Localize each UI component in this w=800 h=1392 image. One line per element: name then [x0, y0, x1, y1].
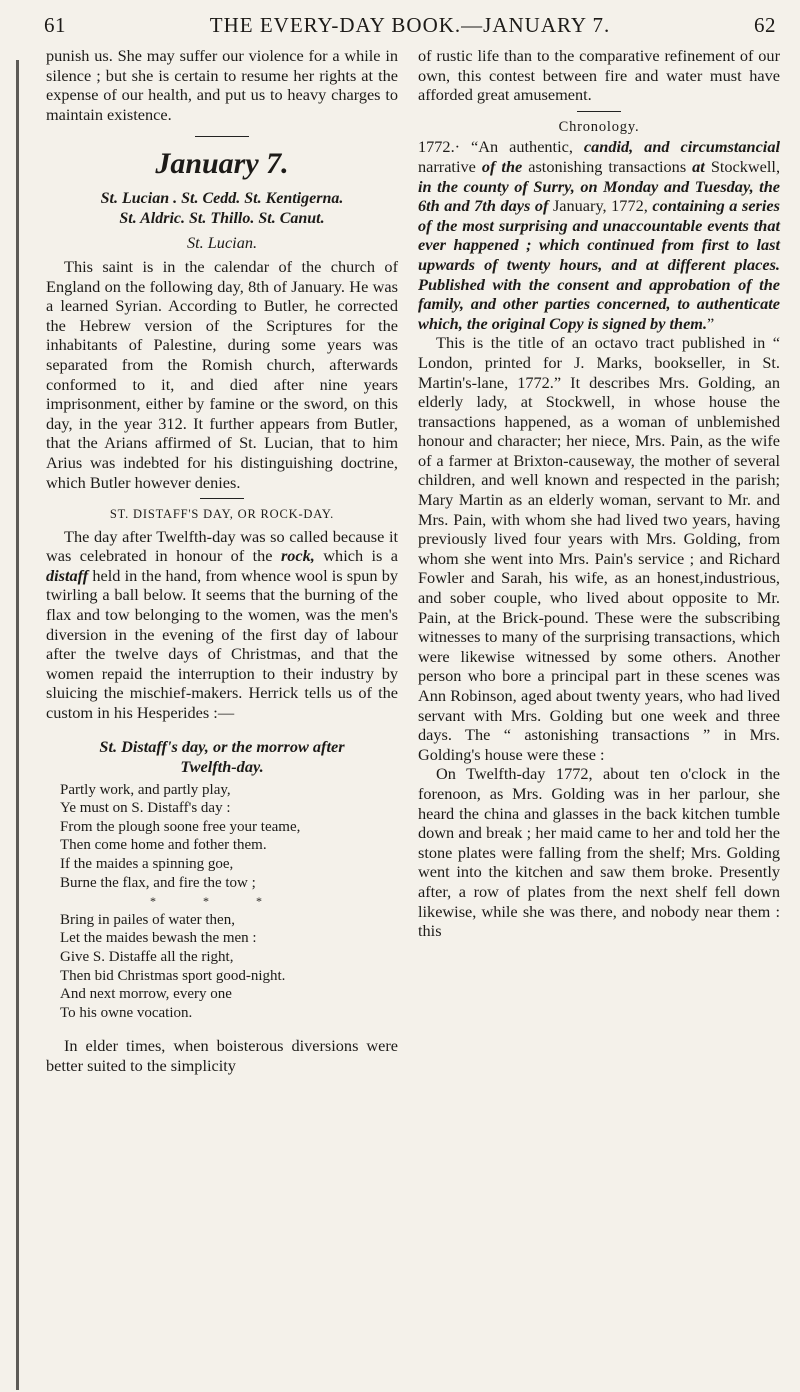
poem-line: Then bid Christmas sport good-night.	[60, 967, 286, 984]
poem-line: Give S. Distaffe all the right,	[60, 948, 234, 965]
lucian-heading: St. Lucian.	[186, 233, 258, 253]
poem-title	[46, 737, 398, 777]
chron-text: January, 1772,	[548, 196, 653, 216]
chron-text: narrative	[418, 156, 482, 176]
page-number-right: 62	[754, 12, 776, 37]
chron-text: astonishing transactions	[522, 156, 693, 176]
tract-paragraph: This is the title of an octavo tract published in “ London, printed for J. Marks, bookseller, in St. Martin's-lane, 1772.” It describes Mrs. Golding, an elderly lady, at Stockwell, in whose house the transactions happened, as a woman of unblemished honour and character; her niece, Mrs. Pain, as the wife of a farmer at Brixton-causeway, the mother of several children, and well known and respected in the parish; Mary Martin as an elderly woman, servant to Mr. and Mrs. Pain, with whom she had lived two years, having previously lived four years with Mrs. Golding, from whom she went into Mrs. Pain's service ; and Richard Fowler and Sarah, his wife, as an honest,industrious, and sober couple, who lived about opposite to Mr. Pain, at the Brick-pound. These were the subscribing witnesses to many of the surprising transactions, which were likewise witnessed by some others. Another person who bore a principal part in these scenes was Ann Robinson, aged about twenty years, who had lived servant with Mrs. Golding but one week and three days. The “ astonishing transactions ” in Mrs. Golding's house were these :	[418, 333, 780, 764]
poem-line: Bring in pailes of water then,	[60, 911, 235, 928]
distaff-text-3: held in the hand, from whence wool is spun by twirling a ball below. It seems that the burning of the flax and tow belonging to the women, was the men's diversion in the evening of the first day of labour after the twelve days of Christmas, and that the women repaid the interruption to their industry by sluicing the mischief-makers. Herrick tells us of the custom in his Hesperides :—	[46, 565, 398, 723]
twelfth-day-paragraph: On Twelfth-day 1772, about ten o'clock in the forenoon, as Mrs. Golding was in her parlour, she heard the china and glasses in the back kitchen tumble down and break ; her maid came to her and told her the stone plates were falling from the shelf; Mrs. Golding went into the kitchen and saw them broke. Presently after, a row of plates from the next shelf fell down likewise, while she was there, and nobody near them : this	[418, 764, 780, 941]
poem-title-line-1: St. Distaff's day, or the morrow after	[99, 736, 345, 756]
chron-italic: of the	[481, 156, 523, 176]
page-number-left: 61	[44, 12, 66, 37]
divider	[195, 136, 249, 137]
margin-rule	[16, 60, 19, 1390]
chron-italic: at	[692, 156, 705, 176]
poem-line: Then come home and fother them.	[60, 837, 267, 854]
divider	[200, 498, 244, 499]
chron-italic: candid, and circumstancial	[583, 137, 780, 157]
chron-text: Stockwell,	[704, 156, 781, 176]
distaff-paragraph	[46, 527, 398, 723]
poem-line: Let the maides bewash the men :	[60, 930, 257, 947]
poem-line: To his owne vocation.	[60, 1004, 193, 1021]
divider	[577, 111, 621, 112]
chronology-heading: Chronology.	[558, 118, 640, 135]
chron-italic: in the county of Surry, on Monday and Tuesday, the 6th and 7th days of	[418, 176, 780, 216]
chron-italic: containing a series of the most surprising and unaccountable events that ever happened ; which continued from first to last upwards of twenty hours, and at different places. Published with the consent and approbation of the family, and other parties concerned, to authenticate which, the original Copy is signed by them.	[418, 196, 780, 333]
distaff-word: distaff	[46, 565, 89, 585]
poem-line: Burne the flax, and fire the tow ;	[60, 874, 256, 891]
right-column	[418, 46, 780, 941]
distaff-text-2: which is a	[314, 546, 398, 566]
distaff-rock-word: rock,	[280, 546, 315, 566]
left-column	[46, 46, 398, 1076]
poem-line: If the maides a spinning goe,	[60, 856, 234, 872]
poem-stars: * * *	[150, 894, 284, 909]
intro-paragraph: punish us. She may suffer our violence for a while in silence ; but she is certain to resume her rights at the expense of our health, and put us to heavy charges to maintain existence.	[46, 46, 398, 124]
poem-title-line-2: Twelfth-day.	[180, 756, 264, 776]
chronology-year: 1772.·	[418, 137, 461, 157]
saints-line-1: St. Lucian . St. Cedd. St. Kentigerna.	[100, 190, 344, 208]
closing-paragraph: In elder times, when boisterous diversions were better suited to the simplicity	[46, 1036, 398, 1075]
chronology-entry	[418, 137, 780, 333]
distaff-text-1: The day after Twelfth-day was so called because it was celebrated in honour of the	[46, 526, 398, 566]
distaff-heading: ST. DISTAFF'S DAY, OR ROCK-DAY.	[109, 507, 335, 522]
lucian-paragraph: This saint is in the calendar of the church of England on the following day, 8th of January. He was a learned Syrian. According to Butler, he corrected the Hebrew version of the Scriptures for the inhabitants of Palestine, during some years was separated from the Romish church, afterwards conformed to it, and died after nine years imprisonment, either by famine or the sword, on this day, in the year 312. It further appears from Butler, that the Arians affirmed of St. Lucian, that to him Arius was indebted for his distinguishing doctrine, which Butler however denies.	[46, 256, 398, 492]
month-heading: January 7.	[155, 147, 289, 181]
running-title: THE EVERY-DAY BOOK.—JANUARY 7.	[209, 12, 611, 37]
saints-line-2: St. Aldric. St. Thillo. St. Canut.	[119, 210, 325, 228]
chron-text: ”	[707, 313, 715, 333]
running-header	[44, 8, 776, 42]
poem	[60, 781, 398, 1023]
continuation-paragraph: of rustic life than to the comparative refinement of our own, this contest between fire and water must have afforded great amusement.	[418, 46, 780, 105]
chron-text: “An authentic,	[460, 137, 584, 157]
poem-line: Partly work, and partly play,	[60, 781, 231, 798]
poem-line: And next morrow, every one	[60, 986, 232, 1003]
poem-line: From the plough soone free your teame,	[60, 818, 301, 835]
poem-line: Ye must on S. Distaff's day :	[60, 800, 231, 817]
